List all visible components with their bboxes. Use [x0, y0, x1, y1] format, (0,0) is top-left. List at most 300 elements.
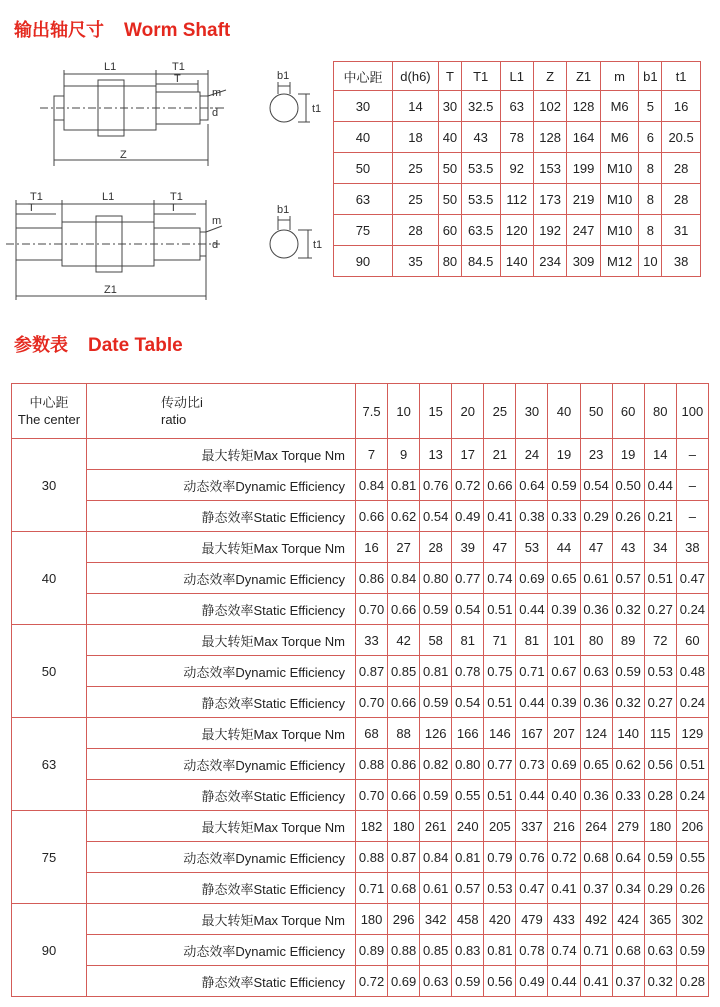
- param-cell: 115: [644, 718, 676, 749]
- dimension-row: [334, 91, 701, 122]
- label-m-2: m: [212, 215, 222, 227]
- param-cell: 0.49: [452, 501, 484, 532]
- param-cell: 33: [356, 625, 388, 656]
- dim-cell: 40: [334, 122, 393, 153]
- row-label: 静态效率Static Efficiency: [87, 594, 356, 625]
- param-cell: 0.55: [676, 842, 708, 873]
- center-header: [12, 384, 87, 439]
- dim-header-cell: T: [439, 62, 462, 91]
- param-cell: 0.72: [548, 842, 580, 873]
- param-cell: 0.28: [644, 780, 676, 811]
- param-cell: 38: [676, 532, 708, 563]
- dim-cell: 219: [567, 184, 600, 215]
- row-label: 最大转矩Max Torque Nm: [87, 904, 356, 935]
- dim-header-cell: b1: [639, 62, 662, 91]
- row-label: 动态效率Dynamic Efficiency: [87, 470, 356, 501]
- param-cell: 0.32: [612, 594, 644, 625]
- row-label: 静态效率Static Efficiency: [87, 873, 356, 904]
- param-cell: 0.29: [580, 501, 612, 532]
- param-cell: 0.69: [388, 966, 420, 997]
- title-en-2: Date Table: [88, 335, 183, 356]
- parameter-table: [11, 383, 709, 997]
- param-cell: 0.39: [548, 687, 580, 718]
- param-cell: 240: [452, 811, 484, 842]
- row-label: 动态效率Dynamic Efficiency: [87, 656, 356, 687]
- label-t1-small-2: t1: [313, 239, 323, 251]
- dim-cell: M10: [600, 184, 639, 215]
- dim-cell: 8: [639, 184, 662, 215]
- dim-cell: 20.5: [662, 122, 701, 153]
- dim-cell: 192: [533, 215, 566, 246]
- dim-cell: 5: [639, 91, 662, 122]
- ratio-value-header: 40: [548, 384, 580, 439]
- dim-cell: 6: [639, 122, 662, 153]
- param-cell: 0.36: [580, 780, 612, 811]
- param-cell: 0.59: [644, 842, 676, 873]
- param-cell: 0.59: [420, 780, 452, 811]
- param-cell: 0.81: [420, 656, 452, 687]
- param-cell: 0.47: [516, 873, 548, 904]
- param-cell: 0.59: [612, 656, 644, 687]
- ratio-header: [87, 384, 356, 439]
- param-cell: 39: [452, 532, 484, 563]
- param-cell: 0.74: [548, 935, 580, 966]
- ratio-value-header: 10: [388, 384, 420, 439]
- dim-cell: 128: [533, 122, 566, 153]
- dim-cell: 8: [639, 215, 662, 246]
- param-cell: 146: [484, 718, 516, 749]
- param-cell: 0.78: [452, 656, 484, 687]
- param-cell: 0.81: [484, 935, 516, 966]
- param-cell: 0.24: [676, 594, 708, 625]
- param-cell: 0.24: [676, 780, 708, 811]
- label-t1: T1: [172, 61, 185, 73]
- param-cell: 0.68: [612, 935, 644, 966]
- param-cell: 0.59: [548, 470, 580, 501]
- param-cell: 337: [516, 811, 548, 842]
- dimension-row: [334, 184, 701, 215]
- param-cell: 19: [548, 439, 580, 470]
- param-cell: 0.84: [356, 470, 388, 501]
- param-cell: 0.77: [484, 749, 516, 780]
- label-t-right: T: [170, 202, 177, 214]
- param-cell: 0.84: [420, 842, 452, 873]
- param-cell: 0.51: [676, 749, 708, 780]
- dim-cell: 28: [662, 153, 701, 184]
- param-cell: 0.77: [452, 563, 484, 594]
- label-t1-right: T1: [170, 191, 183, 203]
- row-label: 静态效率Static Efficiency: [87, 687, 356, 718]
- param-header-row: [12, 384, 709, 439]
- param-cell: 88: [388, 718, 420, 749]
- param-cell: 27: [388, 532, 420, 563]
- label-t-left: T: [28, 202, 35, 214]
- param-cell: 0.27: [644, 594, 676, 625]
- param-cell: 342: [420, 904, 452, 935]
- label-t1-left: T1: [30, 191, 43, 203]
- param-row: [12, 904, 709, 935]
- param-cell: 0.61: [580, 563, 612, 594]
- param-cell: 0.32: [644, 966, 676, 997]
- param-cell: 16: [356, 532, 388, 563]
- param-cell: 7: [356, 439, 388, 470]
- label-l1: L1: [104, 61, 117, 73]
- ratio-value-header: 15: [420, 384, 452, 439]
- param-cell: 0.66: [388, 687, 420, 718]
- param-cell: 0.48: [676, 656, 708, 687]
- param-row: [12, 625, 709, 656]
- dim-cell: 40: [439, 122, 462, 153]
- dim-cell: 63.5: [461, 215, 500, 246]
- param-cell: 43: [612, 532, 644, 563]
- param-cell: 0.41: [548, 873, 580, 904]
- param-cell: 0.44: [516, 780, 548, 811]
- param-cell: 0.70: [356, 594, 388, 625]
- param-row: [12, 687, 709, 718]
- dim-cell: M10: [600, 153, 639, 184]
- param-cell: 0.26: [676, 873, 708, 904]
- param-cell: 68: [356, 718, 388, 749]
- dim-cell: 28: [392, 215, 438, 246]
- param-cell: 0.21: [644, 501, 676, 532]
- param-cell: 0.37: [612, 966, 644, 997]
- dim-cell: 84.5: [461, 246, 500, 277]
- param-cell: 0.51: [484, 780, 516, 811]
- param-cell: 0.59: [452, 966, 484, 997]
- param-cell: 0.56: [484, 966, 516, 997]
- param-cell: 89: [612, 625, 644, 656]
- param-cell: 0.72: [356, 966, 388, 997]
- param-row: [12, 656, 709, 687]
- row-label: 静态效率Static Efficiency: [87, 780, 356, 811]
- row-label: 最大转矩Max Torque Nm: [87, 811, 356, 842]
- param-cell: 420: [484, 904, 516, 935]
- dim-cell: 140: [500, 246, 533, 277]
- param-cell: 0.72: [452, 470, 484, 501]
- param-cell: 0.51: [484, 687, 516, 718]
- label-z: Z: [120, 149, 127, 161]
- param-cell: 0.66: [388, 780, 420, 811]
- param-cell: 0.39: [548, 594, 580, 625]
- param-cell: 0.73: [516, 749, 548, 780]
- dim-cell: 78: [500, 122, 533, 153]
- param-row: [12, 532, 709, 563]
- param-cell: 23: [580, 439, 612, 470]
- param-cell: 433: [548, 904, 580, 935]
- param-cell: 0.74: [484, 563, 516, 594]
- dim-cell: 92: [500, 153, 533, 184]
- param-cell: 0.57: [612, 563, 644, 594]
- param-cell: 0.71: [580, 935, 612, 966]
- param-cell: 129: [676, 718, 708, 749]
- param-cell: 0.63: [580, 656, 612, 687]
- param-cell: 492: [580, 904, 612, 935]
- center-cell: 75: [12, 811, 87, 904]
- dim-cell: 35: [392, 246, 438, 277]
- param-cell: 0.54: [580, 470, 612, 501]
- ratio-value-header: 25: [484, 384, 516, 439]
- param-cell: 0.36: [580, 687, 612, 718]
- dim-cell: M12: [600, 246, 639, 277]
- param-cell: 0.29: [644, 873, 676, 904]
- dimension-row: [334, 122, 701, 153]
- param-cell: 44: [548, 532, 580, 563]
- param-cell: 264: [580, 811, 612, 842]
- param-cell: 0.41: [580, 966, 612, 997]
- dim-cell: 309: [567, 246, 600, 277]
- center-cell: 90: [12, 904, 87, 997]
- param-cell: 126: [420, 718, 452, 749]
- center-cell: 63: [12, 718, 87, 811]
- param-cell: 0.75: [484, 656, 516, 687]
- ratio-header-en: ratio: [161, 412, 187, 427]
- param-row: [12, 470, 709, 501]
- param-cell: 47: [580, 532, 612, 563]
- param-cell: 0.79: [484, 842, 516, 873]
- param-cell: 424: [612, 904, 644, 935]
- param-cell: 0.54: [452, 594, 484, 625]
- param-cell: 0.76: [420, 470, 452, 501]
- dim-header-cell: m: [600, 62, 639, 91]
- dim-header-cell: 中心距: [334, 62, 393, 91]
- param-cell: 182: [356, 811, 388, 842]
- dim-header-cell: Z: [533, 62, 566, 91]
- dim-cell: 164: [567, 122, 600, 153]
- param-cell: 72: [644, 625, 676, 656]
- dimension-row: [334, 153, 701, 184]
- param-row: [12, 749, 709, 780]
- dim-cell: 75: [334, 215, 393, 246]
- date-table-title: [14, 331, 183, 357]
- dim-cell: 234: [533, 246, 566, 277]
- param-cell: 166: [452, 718, 484, 749]
- title-cn: 输出轴尺寸: [14, 20, 104, 41]
- param-cell: 205: [484, 811, 516, 842]
- param-cell: –: [676, 501, 708, 532]
- ratio-value-header: 7.5: [356, 384, 388, 439]
- param-row: [12, 966, 709, 997]
- dim-cell: 18: [392, 122, 438, 153]
- param-cell: 24: [516, 439, 548, 470]
- param-cell: 0.54: [452, 687, 484, 718]
- param-cell: 0.26: [612, 501, 644, 532]
- param-cell: 0.78: [516, 935, 548, 966]
- param-cell: 0.86: [356, 563, 388, 594]
- param-cell: 0.87: [356, 656, 388, 687]
- row-label: 静态效率Static Efficiency: [87, 966, 356, 997]
- dim-header-cell: T1: [461, 62, 500, 91]
- param-cell: 0.59: [676, 935, 708, 966]
- dim-cell: 30: [334, 91, 393, 122]
- ratio-value-header: 100: [676, 384, 708, 439]
- param-cell: 0.85: [388, 656, 420, 687]
- row-label: 动态效率Dynamic Efficiency: [87, 935, 356, 966]
- param-cell: 0.51: [644, 563, 676, 594]
- row-label: 最大转矩Max Torque Nm: [87, 439, 356, 470]
- param-cell: 180: [356, 904, 388, 935]
- dim-cell: 32.5: [461, 91, 500, 122]
- row-label: 动态效率Dynamic Efficiency: [87, 842, 356, 873]
- param-cell: 0.82: [420, 749, 452, 780]
- param-cell: 296: [388, 904, 420, 935]
- dimension-table-body: [334, 62, 701, 277]
- param-cell: 101: [548, 625, 580, 656]
- param-cell: 0.33: [548, 501, 580, 532]
- param-cell: 207: [548, 718, 580, 749]
- param-cell: 0.41: [484, 501, 516, 532]
- label-l1-2: L1: [102, 191, 115, 203]
- param-cell: 9: [388, 439, 420, 470]
- param-cell: 0.83: [452, 935, 484, 966]
- param-cell: 0.27: [644, 687, 676, 718]
- row-label: 最大转矩Max Torque Nm: [87, 625, 356, 656]
- dim-cell: 14: [392, 91, 438, 122]
- param-cell: 0.70: [356, 687, 388, 718]
- title-en: Worm Shaft: [124, 20, 231, 41]
- ratio-value-header: 20: [452, 384, 484, 439]
- param-cell: –: [676, 470, 708, 501]
- dim-cell: M6: [600, 91, 639, 122]
- title-cn-2: 参数表: [14, 335, 68, 356]
- param-cell: 0.85: [420, 935, 452, 966]
- param-cell: 365: [644, 904, 676, 935]
- dim-cell: 53.5: [461, 184, 500, 215]
- param-row: [12, 780, 709, 811]
- param-cell: 0.56: [644, 749, 676, 780]
- dim-header-cell: Z1: [567, 62, 600, 91]
- param-cell: 0.64: [612, 842, 644, 873]
- param-cell: 0.80: [452, 749, 484, 780]
- param-cell: 0.44: [548, 966, 580, 997]
- param-cell: 0.81: [452, 842, 484, 873]
- param-cell: 0.87: [388, 842, 420, 873]
- center-header-cn: 中心距: [29, 395, 69, 410]
- param-cell: 0.44: [516, 687, 548, 718]
- param-cell: 0.69: [548, 749, 580, 780]
- dim-cell: 120: [500, 215, 533, 246]
- param-cell: 0.59: [420, 594, 452, 625]
- param-cell: 167: [516, 718, 548, 749]
- dim-cell: M6: [600, 122, 639, 153]
- param-cell: 0.68: [580, 842, 612, 873]
- param-cell: 124: [580, 718, 612, 749]
- param-cell: 0.49: [516, 966, 548, 997]
- dim-cell: 63: [500, 91, 533, 122]
- param-cell: 0.44: [644, 470, 676, 501]
- param-row: [12, 594, 709, 625]
- dim-cell: 50: [334, 153, 393, 184]
- dim-cell: 128: [567, 91, 600, 122]
- dimension-header-row: [334, 62, 701, 91]
- dim-cell: 16: [662, 91, 701, 122]
- param-cell: 0.62: [612, 749, 644, 780]
- dim-cell: 38: [662, 246, 701, 277]
- dim-cell: 25: [392, 184, 438, 215]
- param-cell: 0.86: [388, 749, 420, 780]
- dim-cell: 8: [639, 153, 662, 184]
- param-cell: 0.40: [548, 780, 580, 811]
- param-cell: 458: [452, 904, 484, 935]
- param-cell: 0.24: [676, 687, 708, 718]
- param-cell: 0.81: [388, 470, 420, 501]
- label-d-2: d: [212, 239, 219, 251]
- ratio-value-header: 50: [580, 384, 612, 439]
- dim-cell: 112: [500, 184, 533, 215]
- param-cell: 0.37: [580, 873, 612, 904]
- center-header-en: The center: [17, 412, 81, 427]
- label-b1-2: b1: [277, 204, 290, 216]
- param-cell: 19: [612, 439, 644, 470]
- label-b1: b1: [277, 70, 290, 82]
- dim-cell: 28: [662, 184, 701, 215]
- param-cell: 0.38: [516, 501, 548, 532]
- dimension-row: [334, 246, 701, 277]
- param-row: [12, 439, 709, 470]
- param-cell: 47: [484, 532, 516, 563]
- center-cell: 50: [12, 625, 87, 718]
- param-cell: 0.65: [548, 563, 580, 594]
- param-row: [12, 501, 709, 532]
- param-cell: 0.61: [420, 873, 452, 904]
- dim-cell: 43: [461, 122, 500, 153]
- param-row: [12, 842, 709, 873]
- param-row: [12, 718, 709, 749]
- param-cell: 0.59: [420, 687, 452, 718]
- row-label: 最大转矩Max Torque Nm: [87, 718, 356, 749]
- param-cell: 0.66: [356, 501, 388, 532]
- label-d: d: [212, 107, 219, 119]
- dim-header-cell: d(h6): [392, 62, 438, 91]
- dim-cell: 247: [567, 215, 600, 246]
- dim-cell: 102: [533, 91, 566, 122]
- param-cell: 0.76: [516, 842, 548, 873]
- shaft2-section: [270, 230, 298, 258]
- param-cell: 0.66: [484, 470, 516, 501]
- param-cell: 28: [420, 532, 452, 563]
- dim-header-cell: t1: [662, 62, 701, 91]
- parameter-table-body: [12, 384, 709, 997]
- param-cell: 0.32: [612, 687, 644, 718]
- param-cell: 0.53: [484, 873, 516, 904]
- param-row: [12, 811, 709, 842]
- ratio-value-header: 30: [516, 384, 548, 439]
- row-label: 动态效率Dynamic Efficiency: [87, 563, 356, 594]
- param-cell: 302: [676, 904, 708, 935]
- param-cell: 0.62: [388, 501, 420, 532]
- param-cell: 0.34: [612, 873, 644, 904]
- param-cell: 0.28: [676, 966, 708, 997]
- row-label: 最大转矩Max Torque Nm: [87, 532, 356, 563]
- param-cell: 0.88: [356, 842, 388, 873]
- param-cell: 0.36: [580, 594, 612, 625]
- dim-cell: 63: [334, 184, 393, 215]
- param-cell: 0.53: [644, 656, 676, 687]
- param-cell: 81: [452, 625, 484, 656]
- dim-cell: M10: [600, 215, 639, 246]
- center-cell: 40: [12, 532, 87, 625]
- param-cell: 216: [548, 811, 580, 842]
- param-cell: 0.50: [612, 470, 644, 501]
- param-cell: 58: [420, 625, 452, 656]
- dim-cell: 25: [392, 153, 438, 184]
- dim-cell: 10: [639, 246, 662, 277]
- label-m: m: [212, 87, 222, 99]
- param-row: [12, 935, 709, 966]
- dim-cell: 30: [439, 91, 462, 122]
- shaft1-section: [270, 94, 298, 122]
- param-cell: 206: [676, 811, 708, 842]
- param-cell: 0.63: [420, 966, 452, 997]
